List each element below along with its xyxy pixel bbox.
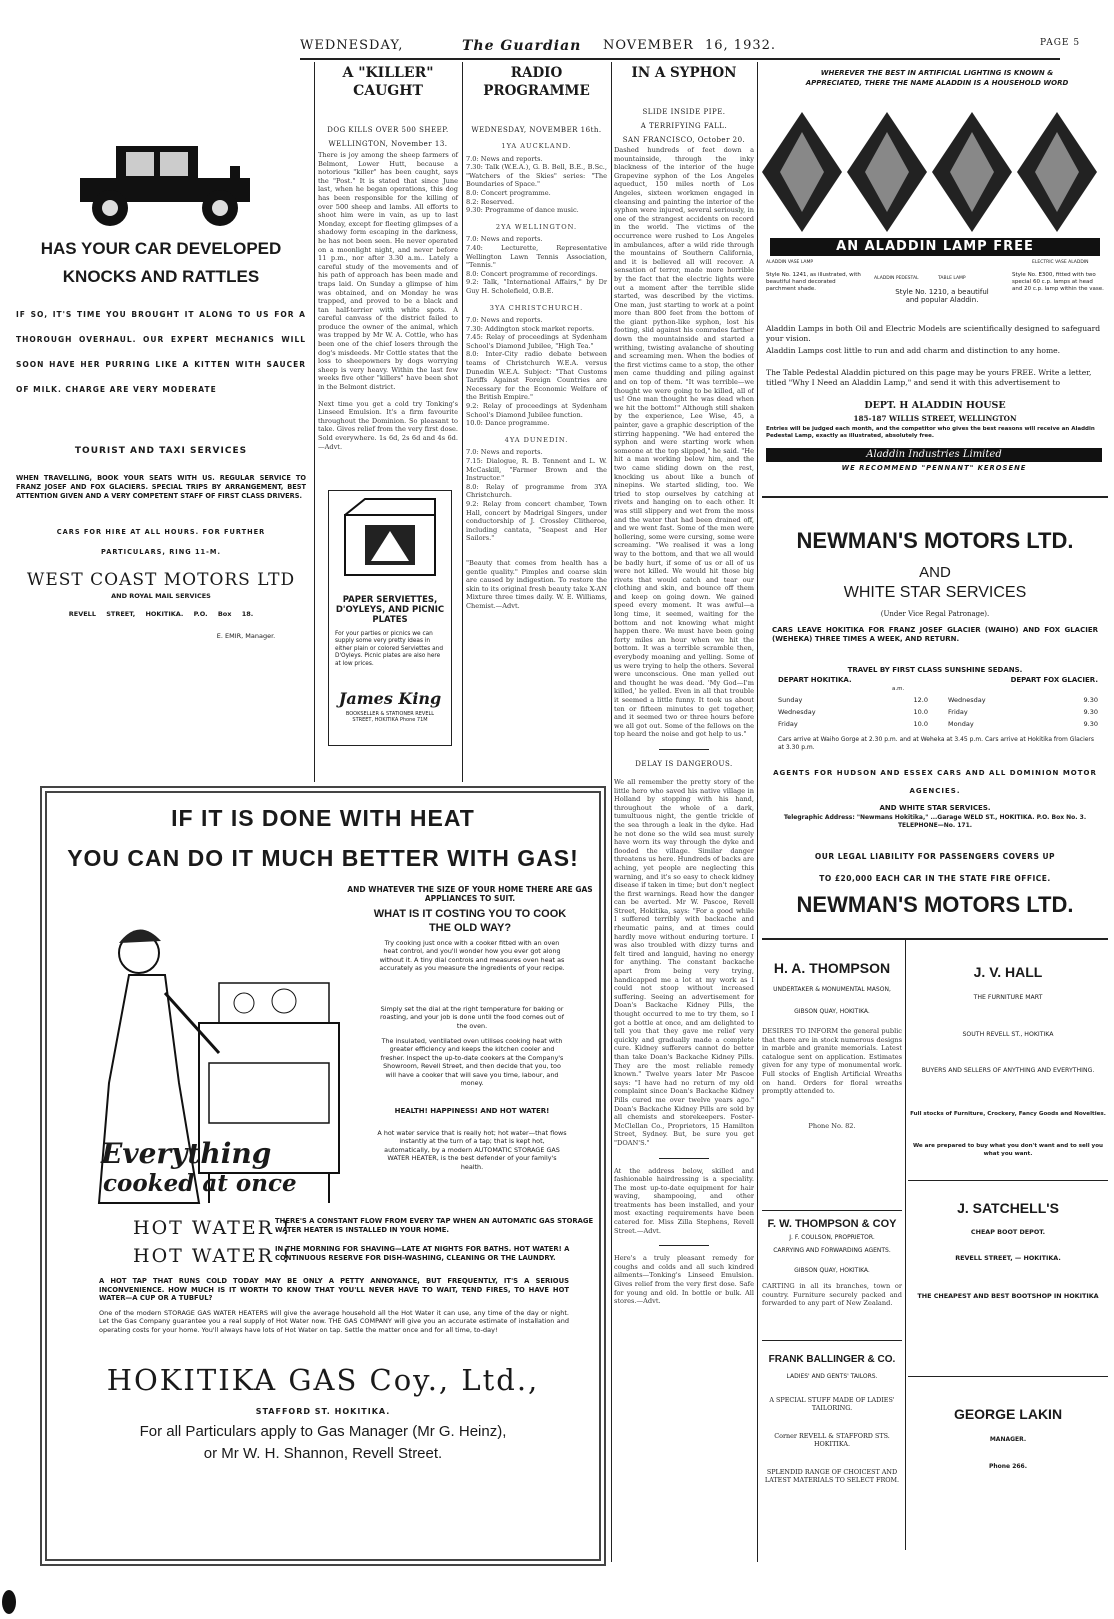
masthead-rule	[300, 58, 1060, 60]
garage-services-body: WHEN TRAVELLING, BOOK YOUR SEATS WITH US. REGULAR SERVICE TO FRANZ JOSEF AND FOX GLACIERS. SPECIAL TRIPS BY ARRANGEMENT, BEST ATTENTION GIVEN AND A VERY COMPETENT STAFF OF FIRST CLASS DRIVERS.	[16, 474, 306, 500]
lamp-label-2: ALADDIN PEDESTAL	[874, 276, 919, 281]
fw-thompson-ad	[762, 1216, 902, 1336]
style-3: Style No. E300, fitted with two special 60 c.p. lamps at head and 20 c.p. lamp within the vase.	[1012, 272, 1104, 292]
timetable-cell: Wednesday	[948, 696, 986, 704]
garage-headline-2: KNOCKS AND RATTLES	[62, 267, 260, 286]
tonking-advt: Here's a truly pleasant remedy for coughs and colds and all such kindred ailments—Tonking's Linseed Emulsion. Gives relief from the very first dose. Safe for young and old. In bottle or bulk. All stores.—Advt.	[614, 1254, 754, 1306]
aladdin-entries: Entries will be judged each month, and the competitor who gives the best reasons will receive an Aladdin Pedestal Lamp, exactly as illustrated, absolutely free.	[766, 426, 1095, 439]
hall-ad	[908, 946, 1108, 1186]
gas-apply-1: For all Particulars apply to Gas Manager (Mr G. Heinz),	[139, 1423, 507, 1440]
timetable-cell: 10.0	[913, 720, 928, 728]
newmans-motors-ad	[762, 510, 1108, 940]
ballinger-range: SPLENDID RANGE OF CHOICEST AND LATEST MATERIALS TO SELECT FROM.	[764, 1468, 900, 1484]
killer-title: A "KILLER" CAUGHT	[342, 65, 434, 99]
radio-item: 7.30: Addington stock market reports.	[466, 324, 595, 333]
timetable-row	[778, 706, 1098, 718]
ballinger-sub: LADIES' AND GENTS' TAILORS.	[786, 1373, 878, 1380]
section-rule	[762, 496, 1108, 498]
style-2: Style No. 1210, a beautiful and popular Aladdin.	[895, 288, 989, 304]
aladdin-address: 185-187 WILLIS STREET, WELLINGTON	[853, 414, 1017, 423]
fw-trade: CARRYING AND FORWARDING AGENTS.	[773, 1247, 891, 1254]
timetable-row	[778, 718, 1098, 730]
gas-street: STAFFORD ST. HOKITIKA.	[255, 1407, 391, 1416]
page-blot	[2, 1590, 16, 1614]
garage-body: IF SO, IT'S TIME YOU BROUGHT IT ALONG TO US FOR A THOROUGH OVERHAUL. OUR EXPERT MECHANICS WILL SOON HAVE HER PURRING LIKE A KITTEN WITH SAUCER OF MILK. CHARGE ARE VERY MODERATE	[16, 310, 306, 394]
aladdin-free-banner: AN ALADDIN LAMP FREE	[770, 238, 1100, 256]
syphon-article	[614, 64, 754, 1564]
ballinger-name: FRANK BALLINGER & CO.	[768, 1354, 896, 1365]
garage-company-name: WEST COAST MOTORS LTD	[26, 570, 296, 590]
syphon-sub1: SLIDE INSIDE PIPE.	[642, 108, 726, 116]
hall-name: J. V. HALL	[973, 964, 1043, 980]
radio-item: 10.0: Dance programme.	[466, 419, 550, 428]
delay-body: We all remember the pretty story of the little hero who saved his native village in Holland by stopping with his hand, throughout the whole of a dark, tumultuous night, the gentle trickle of the sea through a leak in the dyke. Had he not done so the wild sea must surely have worn its way through the dyke and flooded the village. Similar danger threatens us here. Hundreds of backs are aching, yet people are neglecting this warning, and it's so easy to check kidney disease if taken in time; but don't neglect the first warnings. Read how the danger can be averted. Mr W. Pascoe, Revell Street, Hokitika, says: "For a good while I suffered terribly with backache and rheumatic pains, and at times could hardly move without enduring torture. I was also troubled with dizzy turns and felt tired and languid, having no energy for anything. The constant backache apart from being very trying, handicapped me a lot at my work as I could not stoop without increased suffering. Seeing an advertisement for Doan's Backache Kidney Pills, the thought occurred to me to try them, so I got a bottle at once, and am delighted to tell you that they gave me relief very quickly and gradually made a complete cure. Kidney sufferers cannot do better than take Doan's Backache Kidney Pills. They are the most reliable remedy known." Twelve years later Mr Pascoe says: "I have had no return of my old complaint since Doan's Backache Kidney Pills cured me over twelve years ago." Doan's Backache Kidney Pills are sold by all chemists and storekeepers. Foster-McClellan Co., Proprietors, 15 Hamilton Street, Sydney. But, be sure you get "DOAN'S."	[614, 777, 754, 1147]
killer-subheading: DOG KILLS OVER 500 SHEEP.	[327, 126, 449, 134]
lamp-label-4: ELECTRIC VASE ALADDIN	[1032, 260, 1089, 265]
ballinger-special: A SPECIAL STUFF MADE OF LADIES' TAILORING.	[769, 1396, 895, 1412]
syphon-body: Dashed hundreds of feet down a mountainside, through the inky blackness of the interior of the huge Grapevine syphon of the Los Angeles aqueduct, 150 miles north of Los Angeles, sixteen workmen engaged in cleansing and painting the interior of the syphon were injured, several seriously, in one of the strangest accidents on record in the world. The victims of the occurrence were rushed to Los Angeles in ambulances, after a wild ride through the mountains of Southern California, and it is believed all will recover. A sensation of terror, made more horrible by the fact that the electric lights were out a moment after the terrible slide started, was described by the victims. One man, just starting to work at a point more than 800 feet from the bottom of the giant python-like syphon, lost his footing, slid against his comrades farther down the mountainside and started a writhing, twisting avalanche of shouting and screaming men. When the bodies of the first victims came to a stop, the other men came thudding and piling against and on top of them. "It was terrible—we thought we were going to be killed, all of us! One man thought he was dead when we hit the bottom!" Although still shaken by the experience, Lee Wise, 45, a painter, gave a graphic description of the stirring happening. "We had entered the syphon and were starting work when someone at the top slipped," he said. "He hit a man working below him, and the two came sliding down on the rest, knocking us about like a bunch of ninepins. We started sliding, too. We tried to stop ourselves by catching at rivets and hanging on to each other. It was still slippery and wet from the moss and the water that had been drained off, and we went fast. Some of the men were hollering, some were cursing, some were screaming. "We realised it was a long way to the bottom, and that we all would be badly hurt, if some of us or all of us were not killed. We would hit those big rivets that would catch and tear our clothing and skin, and bounce off them and keep on going down. We gained speed every moment. It was awful—a long time, it seemed, waiting for the bottom and not knowing what might happen there. We must have been going forty miles an hour when we hit the bottom. It was a terrible scramble then, everybody moaning and yelling. Some of us were trying to help the others. Several were unconscious. One man yelled out and thought he was dead. 'My God—I'm killed,' he yelled. Even in all that trouble it seemed a little funny. It took us about ten or fifteen minutes to get together, and it seemed two or three hours before we all got out. Some of the fellows on the top heard the noise and got help to us."	[614, 146, 754, 739]
radio-item: 7.0: News and reports.	[466, 235, 543, 244]
lakin-ad	[908, 1384, 1108, 1504]
lakin-phone: Phone 266.	[988, 1463, 1028, 1470]
gas-headline-1: IF IT IS DONE WITH HEAT	[171, 805, 475, 831]
aladdin-p3: The Table Pedestal Aladdin pictured on this page may be yours FREE. Write a letter, titled "Why I Need an Aladdin Lamp," and send it with this advertisement to	[766, 368, 1092, 387]
lamp-label-3: TABLE LAMP	[938, 276, 966, 281]
hall-address: SOUTH REVELL ST., HOKITIKA	[962, 1031, 1054, 1038]
section-rule	[762, 1340, 902, 1341]
aladdin-lamps-illustration	[762, 102, 1102, 252]
radio-station-name: 4YA DUNEDIN.	[504, 435, 569, 444]
masthead-paper: The Guardian	[462, 38, 582, 54]
garage-ad	[16, 110, 306, 700]
timetable-cell: Sunday	[778, 696, 803, 704]
column-rule	[314, 62, 315, 782]
timetable-cell: 9.30	[1083, 708, 1098, 716]
masthead-month: NOVEMBER	[603, 38, 694, 53]
thompson-name: H. A. THOMPSON	[773, 960, 891, 976]
newman-white-star: WHITE STAR SERVICES	[843, 584, 1027, 601]
king-title: PAPER SERVIETTES, D'OYLEYS, AND PICNIC PLATES	[335, 595, 445, 625]
fw-body: CARTING in all its branches, town or country. Furniture securely packed and forwarded to any part of New Zealand.	[762, 1282, 902, 1308]
newman-name: NEWMAN'S MOTORS LTD.	[796, 528, 1074, 553]
killer-body: There is joy among the sheep farmers of Belmont, Lower Hutt, because a notorious "killer" has been caught, says the "Post." It is stated that since June last, when he began operations, this dog has been responsible for the killing of over 500 sheep and lambs. All efforts to shoot him were in vain, as up to last Monday, except for fleeting glimpses of a shadowy form escaping in the darkness, he has not been seen. He never operated on a moonlight night, and never before 11 p.m., nor after 3.30 a.m.. Lately a careful study of the movements and of his path of approach has been made and traps laid. On Sunday a glimpse of him was obtained, and on Monday he was trapped, and proved to be a black and tan half-terrier with white spots. A careful canvass of the district failed to produce the owner of the animal, which was trapped by Mr W. A. Cottle, who has been one of the chief losers through the dog's misdeeds. Mr Cottle states that the loss to sheepowners by dogs worrying sheep is very heavy. Within the last few weeks five other "killers" have been shot in the Belmont district.	[318, 151, 458, 392]
hot-water-2: HOT WATER !	[133, 1245, 292, 1267]
satchell-name: J. SATCHELL'S	[957, 1200, 1059, 1216]
divider	[659, 1158, 709, 1159]
masthead-page: PAGE 5	[1040, 38, 1081, 48]
gas-apply-2: or Mr W. H. Shannon, Revell Street.	[203, 1445, 443, 1462]
gas-question: WHAT IS IT COSTING YOU TO COOK THE OLD WAY?	[373, 908, 567, 934]
hot-water-1: HOT WATER !	[133, 1217, 292, 1239]
satchell-address: REVELL STREET, — HOKITIKA.	[955, 1254, 1061, 1262]
radio-item: 7.0: News and reports.	[466, 316, 543, 325]
radio-date: WEDNESDAY, NOVEMBER 16th.	[471, 126, 602, 134]
satchell-ad	[908, 1190, 1108, 1340]
liability-1: OUR LEGAL LIABILITY FOR PASSENGERS COVERS UP	[814, 852, 1056, 861]
newman-patronage: (Under Vice Regal Patronage).	[880, 610, 990, 618]
section-rule	[908, 1180, 1108, 1181]
ballinger-ad	[762, 1350, 902, 1550]
liability-2: TO £20,000 EACH CAR IN THE STATE FIRE OFFICE.	[819, 874, 1051, 883]
vintage-car-icon	[60, 118, 260, 238]
lakin-manager: MANAGER.	[989, 1436, 1027, 1443]
radio-item: 7.30: Talk (W.E.A.), G. B. Bell, B.E., B.Sc., "Watchers of the Skies" series: "The Boundaries of Space."	[466, 163, 607, 189]
radio-advt: "Beauty that comes from health has a gentle quality." Pimples and coarse skin are caused by indigestion. To restore the skin to its original fresh beauty take X-AN Mixture three times daily. W. E. Williams, Chemist.—Advt.	[466, 558, 607, 610]
gas-intro: AND WHATEVER THE SIZE OF YOUR HOME THERE ARE GAS APPLIANCES TO SUIT.	[347, 885, 593, 903]
gas-health: HEALTH! HAPPINESS! AND HOT WATER!	[394, 1107, 550, 1115]
gas-final-text: One of the modern STORAGE GAS WATER HEATERS will give the average household all the Hot Water it can use, any time of the day or night. Let the Gas Company guarantee you a real supply of Hot Water now. THE GAS COMPANY will give you an accurate estimate of installation and operating costs for your home. You'll always have lots of Hot Water on tap. Settle the matter once and for all time, to-day!	[99, 1309, 569, 1334]
timetable	[778, 694, 1098, 730]
column-rule	[611, 62, 612, 1562]
column-rule	[462, 62, 463, 782]
radio-stations	[466, 142, 607, 543]
divider	[659, 1245, 709, 1246]
divider	[659, 749, 709, 750]
section-rule	[762, 938, 1108, 940]
fw-name: F. W. THOMPSON & COY	[767, 1218, 897, 1230]
newman-and: AND	[919, 564, 951, 581]
radio-item: 9.30: Programme of dance music.	[466, 206, 579, 215]
radio-item: 9.2: Relay of proceedings at Sydenham School's Diamond Jubilee function.	[466, 402, 607, 419]
syphon-sub2: A TERRIFYING FALL.	[640, 122, 728, 130]
masthead-day: WEDNESDAY,	[300, 38, 404, 53]
hot-water-2-text: IN THE MORNING FOR SHAVING—LATE AT NIGHTS FOR BATHS. HOT WATER! A CONTINUOUS RESERVE FOR DISH-WASHING, CLEANING OR THE LAUNDRY.	[275, 1245, 570, 1262]
hall-stocks: Full stocks of Furniture, Crockery, Fancy Goods and Novelties.	[910, 1111, 1106, 1117]
garage-company-sub: AND ROYAL MAIL SERVICES	[111, 592, 211, 600]
lakin-name: GEORGE LAKIN	[953, 1406, 1063, 1422]
thompson-trade: UNDERTAKER & MONUMENTAL MASON,	[773, 986, 891, 993]
gas-headline-2: YOU CAN DO IT MUCH BETTER WITH GAS!	[67, 845, 579, 871]
hall-mart: THE FURNITURE MART	[973, 994, 1043, 1001]
james-king-ad	[328, 490, 452, 746]
aladdin-industries: Aladdin Industries Limited	[766, 448, 1102, 462]
newman-telegraph: Telegraphic Address: "Newmans Hokitika," ...Garage WELD ST., HOKITIKA. P.O. Box No. 3. TELEPHONE—No. 171.	[783, 814, 1087, 829]
thompson-address: GIBSON QUAY, HOKITIKA.	[794, 1008, 870, 1015]
newman-agents: AGENTS FOR HUDSON AND ESSEX CARS AND ALL DOMINION MOTOR AGENCIES.	[773, 769, 1097, 795]
newman-arrive: Cars arrive at Waiho Gorge at 2.30 p.m. and at Weheka at 3.45 p.m. Cars arrive at Hokitika from Glaciers at 3.30 p.m.	[778, 736, 1095, 751]
killer-advt: Next time you get a cold try Tonking's Linseed Emulsion. It's a firm favourite throughout the Dominion. So pleasant to take. Gives relief from the very first dose. Sold everywhere. 1s 6d, 2s 6d and 4s 6d.—Advt.	[318, 399, 458, 451]
delay-title: DELAY IS DANGEROUS.	[635, 759, 733, 768]
killer-dateline: WELLINGTON, November 13.	[328, 140, 448, 148]
hall-prepared: We are prepared to buy what you don't want and to sell you what you want.	[912, 1143, 1104, 1157]
radio-item: 7.0: News and reports.	[466, 154, 543, 163]
garage-manager: E. EMIR, Manager.	[216, 632, 276, 640]
timetable-cell: 9.30	[1083, 720, 1098, 728]
radio-item: 8.0: Inter-City radio debate between teams of Christchurch W.E.A. versus Dunedin W.E.A. Subject: "That Customs Tariffs Against Foreign Countries are Necessary for the Economic Welfare of the British Empire."	[466, 350, 607, 402]
timetable-row	[778, 694, 1098, 706]
garage-address: REVELL STREET, HOKITIKA. P.O. Box 18.	[68, 610, 254, 618]
aladdin-ad	[762, 62, 1108, 482]
depart-fox: DEPART FOX GLACIER.	[1010, 676, 1098, 684]
depart-hokitika: DEPART HOKITIKA.	[778, 676, 852, 684]
style-1: Style No. 1241, as illustrated, with beautiful hand decorated parchment shade.	[766, 272, 861, 292]
section-rule	[762, 1210, 902, 1211]
garage-headline-1: HAS YOUR CAR DEVELOPED	[40, 239, 282, 258]
lamp-label-1: ALADDIN VASE LAMP	[766, 260, 814, 265]
hairdressing-advt: At the address below, skilled and fashionable hairdressing is a speciality. The most up-to-date equipment for hair waving, shampooing, and other treatments has been installed, and your most exacting requirements have been catered for. Miss Zilla Stephens, Revell Street.—Advt.	[614, 1166, 754, 1235]
gas-script-1: Everything	[101, 1137, 272, 1170]
radio-item: 9.2: Relay from concert chamber, Town Hall, concert by Madrigal Singers, under conductorship of J. Crossley Clitheroe, including cantata, "Seapest and Her Sailors."	[466, 499, 607, 543]
gas-body-1: Try cooking just once with a cooker fitted with an oven heat control, and you'll wonder how you ever got along without it. A tiny dial controls and measures oven heat as accurately as you measure the ingredients of your recipe.	[379, 939, 565, 973]
killer-article	[318, 64, 458, 484]
ballinger-address: Corner REVELL & STAFFORD STS. HOKITIKA.	[774, 1432, 890, 1448]
aladdin-banner: WHEREVER THE BEST IN ARTIFICIAL LIGHTING IS KNOWN & APPRECIATED, THERE THE NAME ALADDIN IS A HOUSEHOLD WORD	[805, 69, 1069, 87]
radio-station-name: 2YA WELLINGTON.	[495, 222, 578, 231]
timetable-cell: Friday	[778, 720, 798, 728]
radio-item: 7.15: Dialogue, R. B. Tennent and L. W. McCaskill, "Farmer Brown and the Instructor."	[466, 457, 607, 483]
satchell-cheapest: THE CHEAPEST AND BEST BOOTSHOP IN HOKITIKA	[917, 1292, 1099, 1300]
gas-body-3: The insulated, ventilated oven utilises cooking heat with greater efficiency and keeps the kitchen cooler and fresher. Inspect the up-to-date cookers at the Company's Showroom, Revell Street, and then decide that you, too will have a cooker that will save you time, labour, and money.	[380, 1037, 564, 1088]
aladdin-p2: Aladdin Lamps cost little to run and add charm and distinction to any home.	[766, 346, 1061, 355]
radio-item: 7.0: News and reports.	[466, 448, 543, 457]
radio-item: 7.40: Lecturette, Representative Wellington Lawn Tennis Association, "Tennis."	[466, 243, 607, 270]
radio-station-name: 3YA CHRISTCHURCH.	[489, 303, 584, 312]
timetable-cell: 12.0	[913, 696, 928, 704]
fw-address: GIBSON QUAY, HOKITIKA.	[794, 1267, 870, 1274]
timetable-cell: Friday	[948, 708, 968, 716]
thompson-body: DESIRES TO INFORM the general public that there are in stock numerous designs in marble and granite memorials. Latest catalogue sent on application. Estimates given for any type of monumental work. Full stocks of English Artificial Wreaths on hand. Orders for floral wreaths promptly attended to.	[762, 1027, 902, 1096]
newman-name-2: NEWMAN'S MOTORS LTD.	[796, 892, 1074, 917]
gas-tap-text: A HOT TAP THAT RUNS COLD TODAY MAY BE ONLY A PETTY ANNOYANCE, BUT FREQUENTLY, IT'S A SERIOUS INCONVENIENCE. HOW MUCH IS IT WORTH TO KNOW THAT YOU'LL NEVER HAVE TO WAIT, TEND FIRES, TO HAVE HOT WATER—A CUP OR A TUBFUL?	[99, 1277, 569, 1303]
fw-proprietor: J. F. COULSON, PROPRIETOR.	[789, 1234, 875, 1241]
aladdin-recommend: WE RECOMMEND "PENNANT" KEROSENE	[841, 464, 1027, 472]
king-name: James King	[338, 689, 442, 708]
radio-item: 8.0: Concert programme of recordings.	[466, 269, 598, 278]
radio-item: 7.45: Relay of proceedings at Sydenham School's Diamond Jubilee, "High Tea."	[466, 333, 607, 350]
hot-water-1-text: THERE'S A CONSTANT FLOW FROM EVERY TAP WHEN AN AUTOMATIC GAS STORAGE WATER HEATER IS INSTALLED IN YOUR HOME.	[275, 1217, 594, 1234]
gas-body-4: A hot water service that is really hot; hot water—that flows instantly at the turn of a tap; that is kept hot, automatically, by a modern AUTOMATIC STORAGE GAS WATER HEATER, is the best defender of your family's health.	[377, 1129, 567, 1171]
gas-script-2: cooked at once	[103, 1170, 297, 1197]
newman-cars-leave: CARS LEAVE HOKITIKA FOR FRANZ JOSEF GLACIER (WAIHO) AND FOX GLACIER (WEHEKA) THREE TIMES A WEEK, AND RETURN.	[772, 626, 1098, 643]
am-label: a.m.	[892, 686, 905, 692]
radio-station-name: 1YA AUCKLAND.	[501, 142, 572, 150]
timetable-cell: Monday	[948, 720, 974, 728]
gas-company-name: HOKITIKA GAS Coy., Ltd.,	[106, 1363, 540, 1397]
king-sub: BOOKSELLER & STATIONER REVELL STREET, HOKITIKA Phone 71M	[345, 711, 435, 723]
garage-hire: CARS FOR HIRE AT ALL HOURS. FOR FURTHER PARTICULARS, RING 11-M.	[56, 528, 266, 556]
garage-services-title: TOURIST AND TAXI SERVICES	[74, 446, 248, 456]
syphon-dateline: SAN FRANCISCO, October 20.	[622, 136, 746, 144]
hall-buyers: BUYERS AND SELLERS OF ANYTHING AND EVERYTHING.	[921, 1067, 1095, 1074]
gas-body-2: Simply set the dial at the right temperature for baking or roasting, and your job is done until the food comes out of the oven.	[380, 1005, 564, 1030]
thompson-ad	[762, 946, 902, 1226]
column-rule	[905, 940, 906, 1550]
section-rule	[908, 1376, 1108, 1377]
masthead-date: 16, 1932.	[705, 38, 777, 53]
serviette-box-icon	[335, 495, 445, 585]
radio-title: RADIO PROGRAMME	[483, 65, 590, 99]
masthead	[0, 0, 1114, 54]
newman-travel: TRAVEL BY FIRST CLASS SUNSHINE SEDANS.	[847, 666, 1023, 674]
satchell-sub: CHEAP BOOT DEPOT.	[970, 1228, 1046, 1236]
radio-item: 8.0: Relay of programme from 3YA Christchurch.	[466, 482, 607, 500]
aladdin-dept: DEPT. H ALADDIN HOUSE	[864, 400, 1006, 411]
thompson-phone: Phone No. 82.	[808, 1121, 856, 1130]
column-rule	[757, 62, 758, 1562]
radio-programme	[466, 64, 607, 724]
newman-and-white-star: AND WHITE STAR SERVICES.	[879, 804, 991, 812]
radio-item: 8.2: Reserved.	[466, 197, 515, 206]
gas-company-ad	[40, 786, 606, 1566]
aladdin-p1: Aladdin Lamps in both Oil and Electric Models are scientifically designed to safeguard your vision.	[766, 324, 1101, 343]
radio-item: 8.0: Concert programme.	[466, 188, 551, 197]
radio-item: 9.2: Talk, "International Affairs," by Dr Guy H. Scholefield, O.B.E.	[466, 278, 607, 295]
syphon-title: IN A SYPHON	[631, 65, 737, 81]
timetable-cell: Wednesday	[778, 708, 816, 716]
king-body: For your parties or picnics we can supply some very pretty ideas in either plain or colored Serviettes and D'Oyleys. Picnic plates are also here at low prices.	[335, 631, 444, 667]
timetable-cell: 10.0	[913, 708, 928, 716]
timetable-cell: 9.30	[1083, 696, 1098, 704]
